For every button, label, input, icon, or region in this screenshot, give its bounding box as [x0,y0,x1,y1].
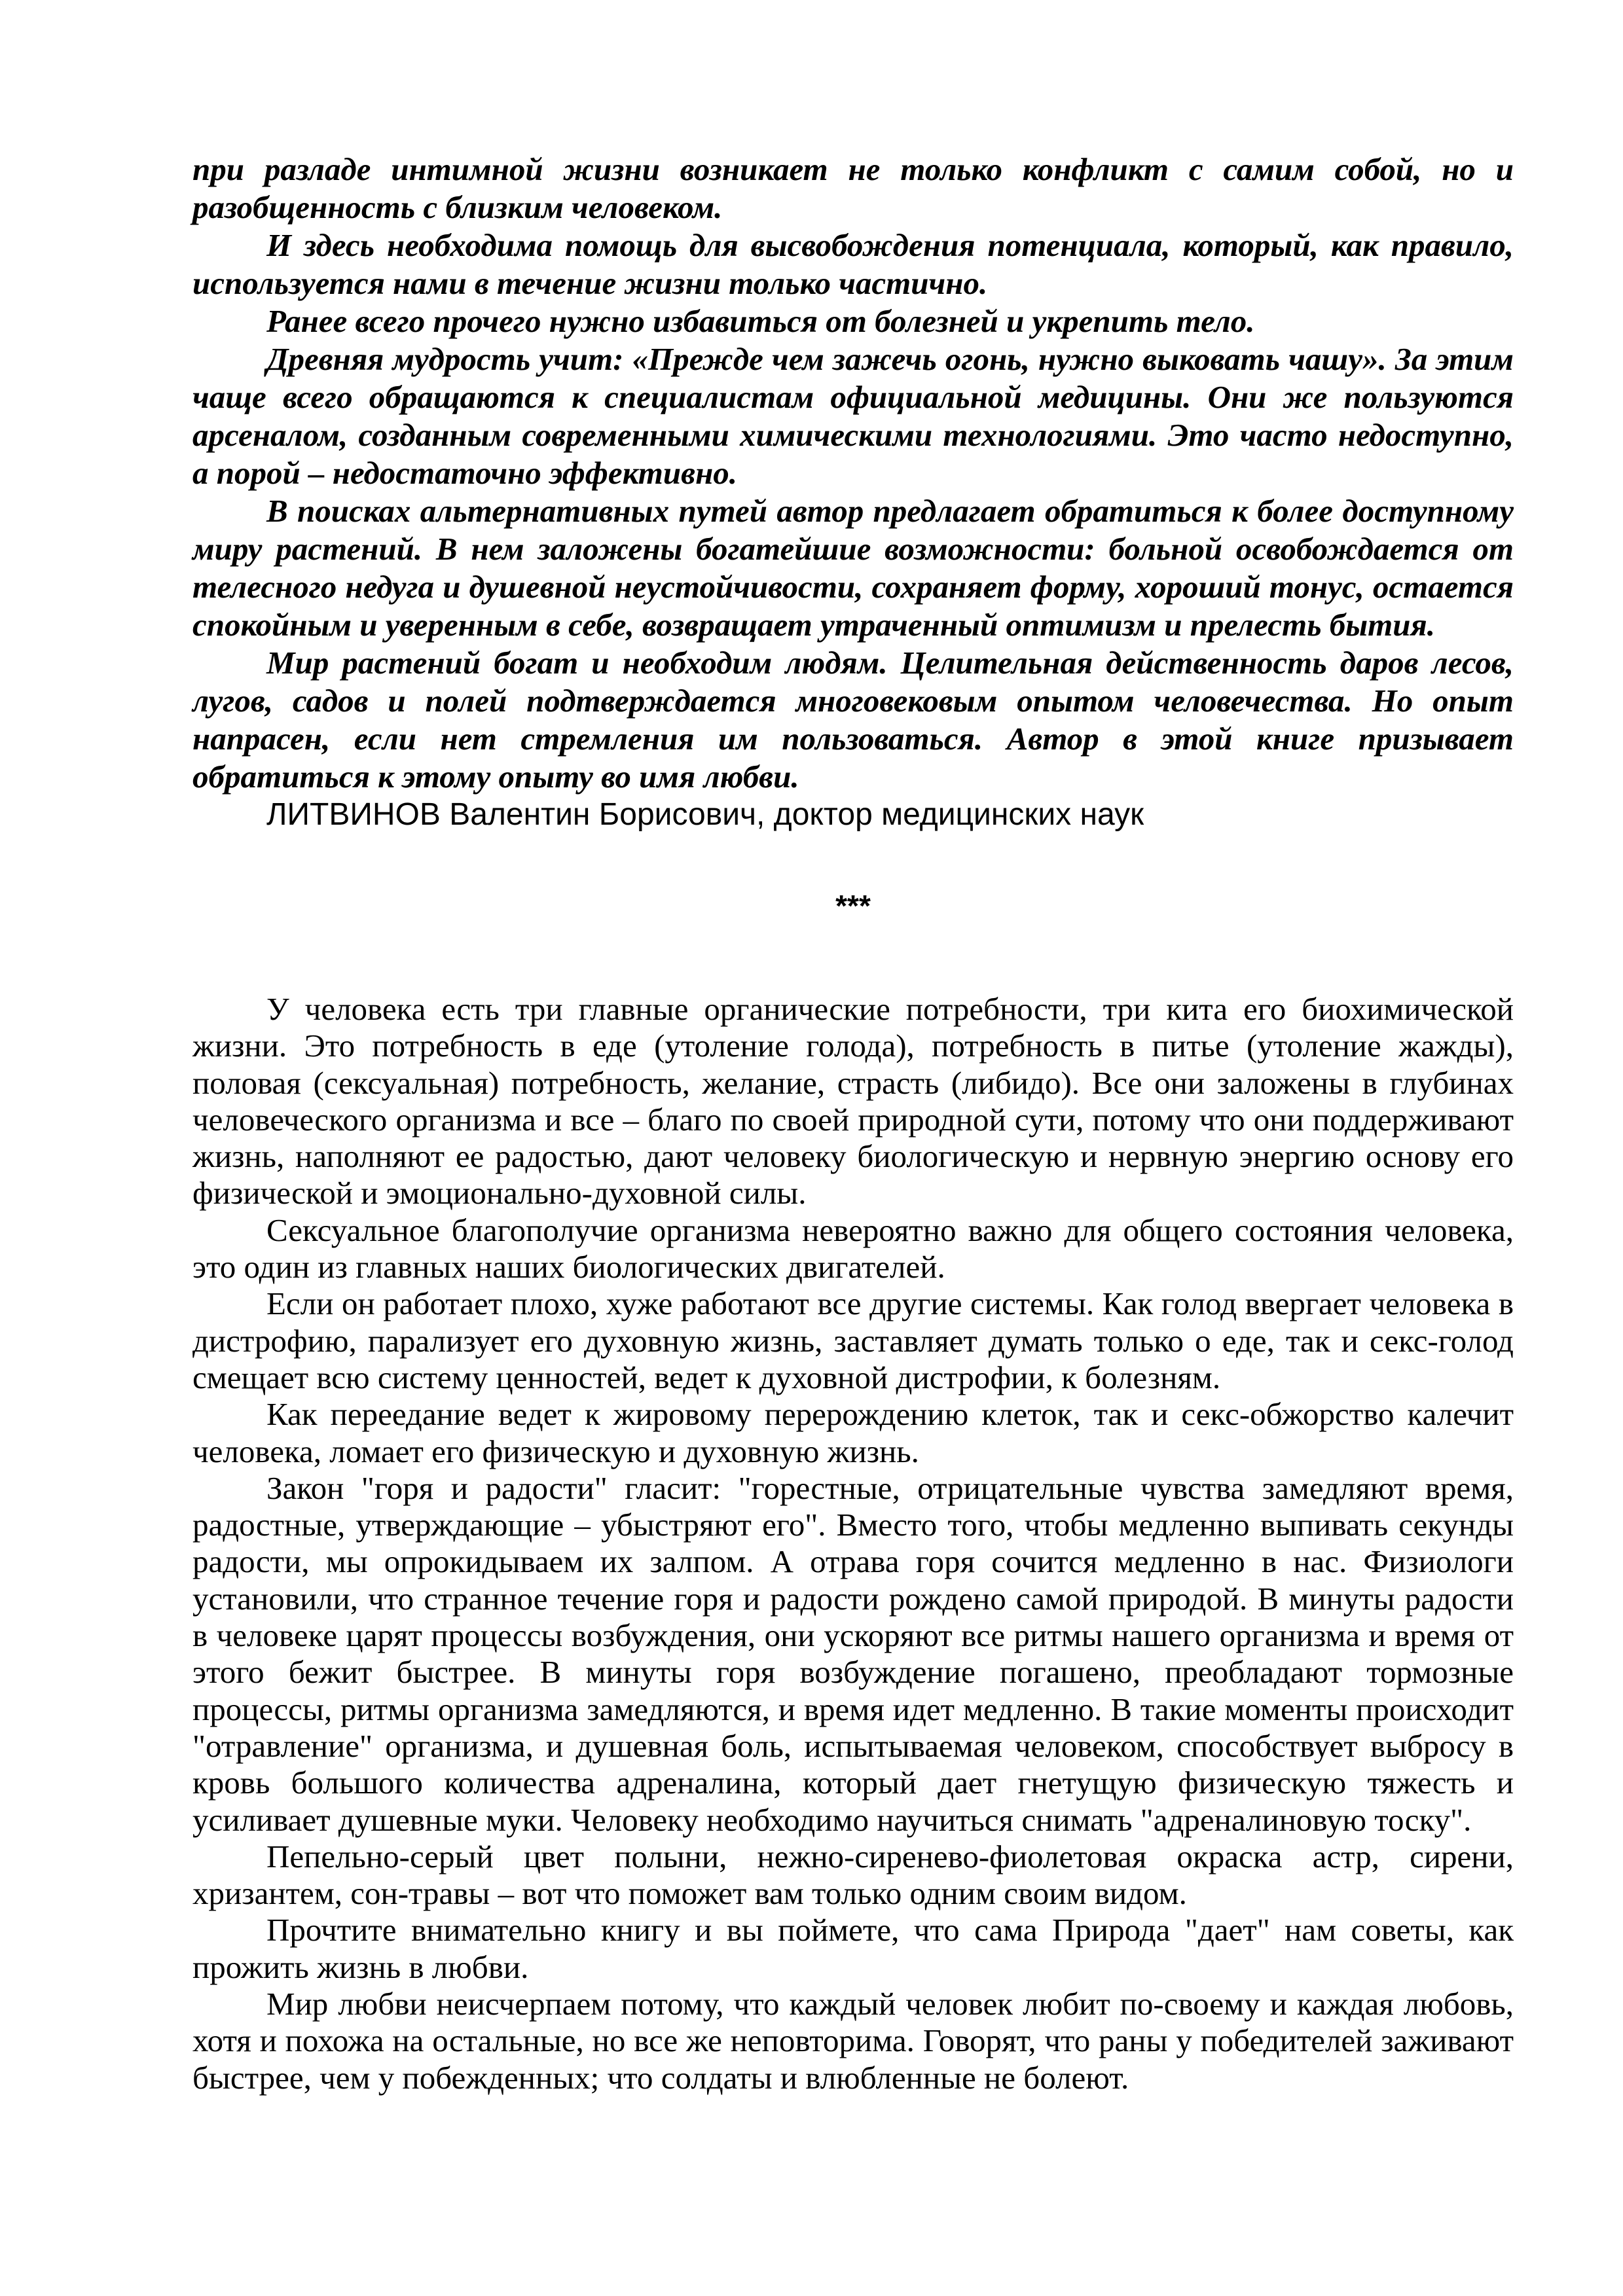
body-paragraph: Мир любви неисчерпаем потому, что каждый человек любит по-своему и каждая любовь, хотя и похожа на остальные, но все же неповторима. Говорят, что раны у победителей заживают быстрее, чем у побежденных; что солдаты и влюбленные не болеют. [192,1986,1514,2096]
foreword-paragraph: Древняя мудрость учит: «Прежде чем зажечь огонь, нужно выковать чашу». За этим чаще всего обращаются к специалистам официальной медицины. Они же пользуются арсеналом, созданным современными химическими технологиями. Это часто недоступно, а порой – недостаточно эффективно. [192,341,1514,491]
body-paragraph: Как переедание ведет к жировому перерождению клеток, так и секс-обжорство калечит человека, ломает его физическую и духовную жизнь. [192,1396,1514,1469]
section-separator: *** [835,889,871,923]
body-paragraph: Сексуальное благополучие организма невероятно важно для общего состояния человека, это один из главных наших биологических двигателей. [192,1211,1514,1285]
body-paragraph: Если он работает плохо, хуже работают все другие системы. Как голод ввергает человека в дистрофию, парализует его духовную жизнь, заставляет думать только о еде, так и секс-голод смещает всю систему ценностей, ведет к духовной дистрофии, к болезням. [192,1285,1514,1395]
main-text-section [192,991,1514,2096]
body-paragraph: Пепельно-серый цвет полыни, нежно-сиренево-фиолетовая окраска астр, сирени, хризантем, сон-травы – вот что поможет вам только одним своим видом. [192,1838,1514,1912]
foreword-paragraph: И здесь необходима помощь для высвобождения потенциала, который, как правило, используется нами в течение жизни только частично. [192,227,1514,301]
body-paragraph: Прочтите внимательно книгу и вы поймете, что сама Природа "дает" нам советы, как прожить жизнь в любви. [192,1912,1514,1985]
foreword-paragraph: при разладе интимной жизни возникает не только конфликт с самим собой, но и разобщенность с близким человеком. [192,151,1514,225]
body-paragraph: Закон "горя и радости" гласит: "горестные, отрицательные чувства замедляют время, радостные, утверждающие – убыстряют его". Вместо того, чтобы медленно выпивать секунды радости, мы опрокидываем их залпом. А отрава горя сочится медленно в нас. Физиологи установили, что странное течение горя и радости рождено самой природой. В минуты радости в человеке царят процессы возбуждения, они ускоряют все ритмы нашего организма и время от этого бежит быстрее. В минуты горя возбуждение погашено, преобладают тормозные процессы, ритмы организма замедляются, и время идет медленно. В такие моменты происходит "отравление" организма, и душевная боль, испытываемая человеком, способствует выбросу в кровь большого количества адреналина, который дает гнетущую физическую тяжесть и усиливает душевные муки. Человеку необходимо научиться снимать "адреналиновую тоску". [192,1469,1514,1838]
document-page [192,151,1514,2096]
foreword-paragraph: Ранее всего прочего нужно избавиться от болезней и укрепить тело. [266,303,1255,339]
foreword-signature: ЛИТВИНОВ Валентин Борисович, доктор медицинских наук [266,797,1144,832]
foreword-section [192,151,1514,796]
body-paragraph: У человека есть три главные органические потребности, три кита его биохимической жизни. Это потребность в еде (утоление голода), потребность в питье (утоление жажды), половая (сексуальная) потребность, желание, страсть (либидо). Все они заложены в глубинах человеческого организма и все – благо по своей природной сути, потому что они поддерживают жизнь, наполняют ее радостью, дают человеку биологическую и нервную энергию основу его физической и эмоционально-духовной силы. [192,991,1514,1211]
foreword-paragraph: Мир растений богат и необходим людям. Целительная действенность даров лесов, лугов, садов и полей подтверждается многовековым опытом человечества. Но опыт напрасен, если нет стремления им пользоваться. Автор в этой книге призывает обратиться к этому опыту во имя любви. [192,645,1514,795]
foreword-paragraph: В поисках альтернативных путей автор предлагает обратиться к более доступному миру растений. В нем заложены богатейшие возможности: больной освобождается от телесного недуга и душевной неустойчивости, сохраняет форму, хороший тонус, остается спокойным и уверенным в себе, возвращает утраченный оптимизм и прелесть бытия. [192,493,1514,643]
